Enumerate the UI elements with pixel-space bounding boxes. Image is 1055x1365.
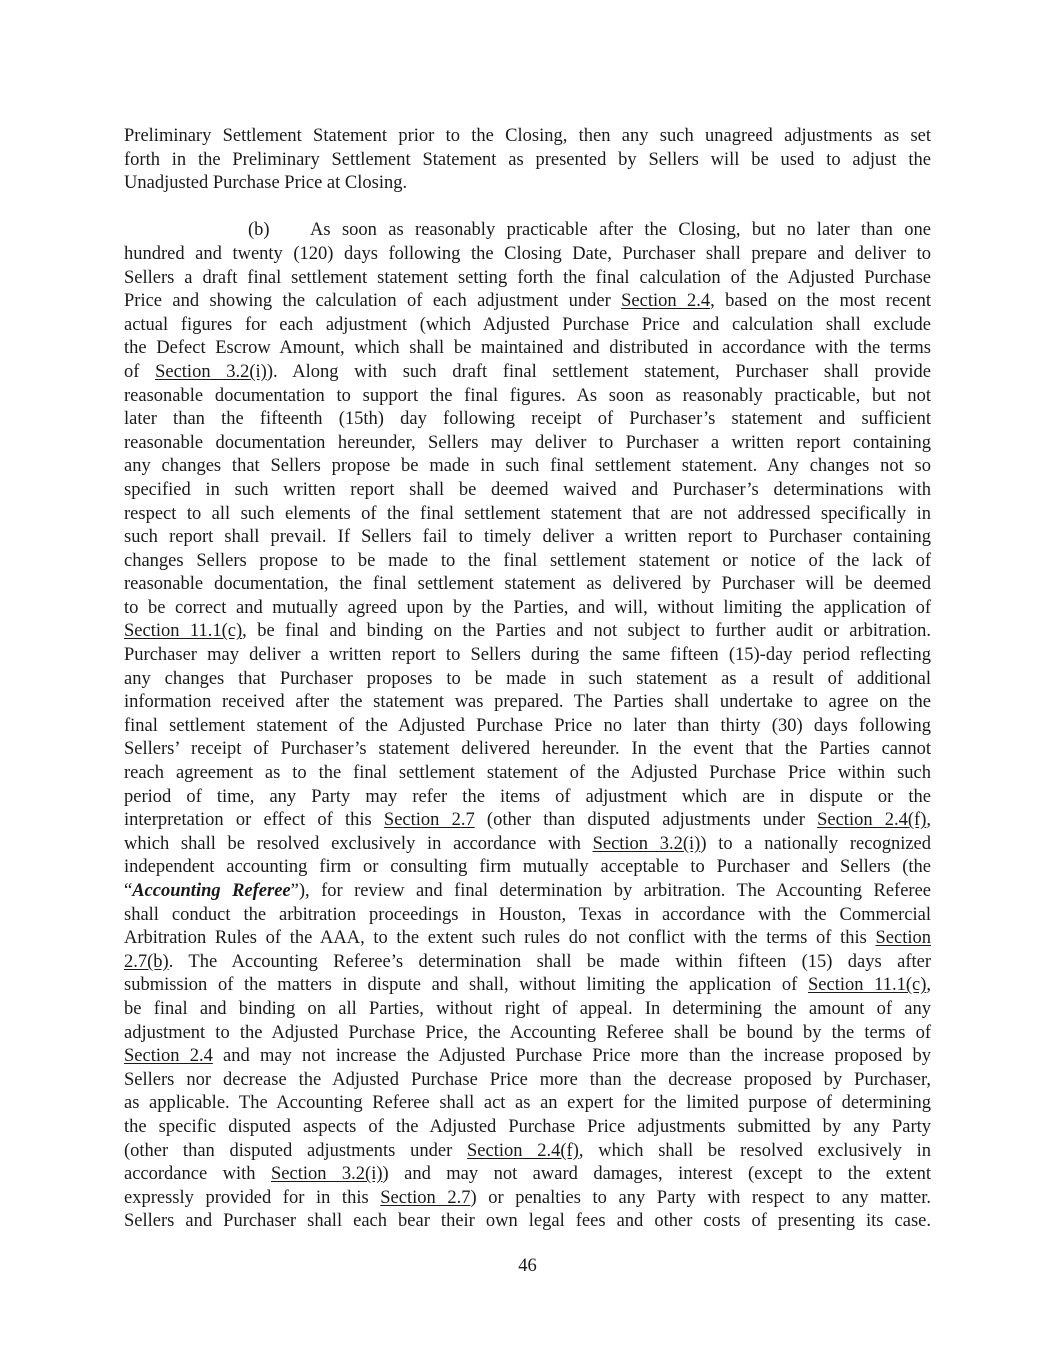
text-line: respect to all such elements of the final settlement statement that are not addressed specifically in — [124, 503, 931, 524]
text-run: , be final and binding on the Parties and not subject to further audit or arbitration. — [242, 621, 931, 642]
text-run: ) and may not award damages, interest (except to the extent — [382, 1164, 932, 1185]
text-line: as applicable. The Accounting Referee shall act as an expert for the limited purpose of determining — [124, 1093, 931, 1114]
subsection-marker: (b) — [248, 220, 270, 241]
paragraph-spacer — [124, 196, 931, 220]
paragraph-b — [124, 219, 931, 1234]
text-run: ) to a nationally recognized — [700, 833, 932, 854]
text-run: interpretation or effect of this — [124, 810, 384, 831]
text-line: reasonable documentation to support the final figures. As soon as reasonably practicable, but not — [124, 385, 931, 406]
text-run: , — [926, 975, 931, 996]
text-line: forth in the Preliminary Settlement Statement as presented by Sellers will be used to adjust the — [124, 149, 931, 170]
text-line — [124, 219, 931, 243]
text-run: ). Along with such draft final settlement statement, Purchaser shall provide — [266, 361, 932, 382]
text-line — [124, 1163, 931, 1187]
section-reference: Section 2.4 — [621, 291, 711, 312]
text-run: (other than disputed adjustments under — [124, 1140, 468, 1161]
text-line: Sellers and Purchaser shall each bear their own legal fees and other costs of presenting its case. — [124, 1211, 931, 1232]
text-line — [124, 927, 931, 951]
text-run: accordance with — [124, 1164, 271, 1185]
section-reference: Section 2.7 — [380, 1187, 471, 1208]
text-line: actual figures for each adjustment (which Adjusted Purchase Price and calculation shall exclude — [124, 314, 931, 335]
text-line: Sellers nor decrease the Adjusted Purchase Price more than the decrease proposed by Purchaser, — [124, 1069, 931, 1090]
text-run: , based on the most recent — [710, 291, 931, 312]
defined-term: Accounting Referee — [132, 881, 291, 901]
text-line: such report shall prevail. If Sellers fail to timely deliver a written report to Purchaser containing — [124, 527, 931, 548]
text-line: Sellers a draft final settlement statement setting forth the final calculation of the Adjusted Purchase — [124, 267, 931, 288]
text-line — [124, 1187, 931, 1211]
text-line: be final and binding on all Parties, without right of appeal. In determining the amount of any — [124, 998, 931, 1019]
text-run: , — [926, 810, 932, 831]
text-line: changes Sellers propose to be made to the final settlement statement or notice of the lack of — [124, 550, 931, 571]
text-line: reach agreement as to the final settlement statement of the Adjusted Purchase Price within such — [124, 763, 931, 784]
section-reference: Section 2.4 — [124, 1046, 213, 1067]
text-line: shall conduct the arbitration proceedings in Houston, Texas in accordance with the Commercial — [124, 904, 931, 925]
section-reference: Section 2.4(f) — [467, 1140, 579, 1161]
text-run: ”), for review and final determination by arbitration. The Accounting Referee — [290, 881, 931, 901]
text-line: adjustment to the Adjusted Purchase Price, the Accounting Referee shall be bound by the terms of — [124, 1022, 931, 1043]
text-run: expressly provided for in this — [124, 1187, 381, 1208]
text-line: Purchaser may deliver a written report to Sellers during the same fifteen (15)-day period reflecting — [124, 645, 931, 666]
text-line: to be correct and mutually agreed upon by the Parties, and will, without limiting the application of — [124, 597, 931, 618]
page-number: 46 — [518, 1256, 537, 1276]
text-line — [124, 809, 931, 833]
text-line: reasonable documentation hereunder, Sellers may deliver to Purchaser a written report containing — [124, 432, 931, 453]
text-line: specified in such written report shall be deemed waived and Purchaser’s determinations with — [124, 479, 931, 500]
text-run: of — [124, 361, 156, 382]
text-run: submission of the matters in dispute and shall, without limiting the application of — [124, 975, 808, 996]
text-line — [124, 1140, 931, 1164]
paragraph-a-continuation — [124, 125, 931, 196]
text-line: the specific disputed aspects of the Adjusted Purchase Price adjustments submitted by any Party — [124, 1116, 931, 1137]
text-line: Unadjusted Purchase Price at Closing. — [124, 173, 408, 194]
text-line: independent accounting firm or consulting firm mutually acceptable to Purchaser and Sellers (the — [124, 857, 931, 878]
text-run: (other than disputed adjustments under — [474, 810, 818, 831]
text-line — [124, 1045, 931, 1069]
section-reference: 2.7(b) — [124, 951, 169, 972]
text-run: “ — [124, 881, 133, 901]
text-line: any changes that Sellers propose be made in such final settlement statement. Any changes not so — [124, 456, 931, 477]
text-run: As soon as reasonably practicable after the Closing, but no later than one — [310, 220, 931, 241]
text-line — [124, 290, 931, 314]
text-line: the Defect Escrow Amount, which shall be maintained and distributed in accordance with the terms — [124, 338, 931, 359]
section-reference: Section 3.2(i) — [270, 1164, 383, 1185]
text-line: final settlement statement of the Adjusted Purchase Price no later than thirty (30) days following — [124, 715, 931, 736]
text-run: . The Accounting Referee’s determination shall be made within fifteen (15) days after — [168, 951, 931, 972]
section-reference: Section 11.1(c) — [807, 975, 927, 996]
section-reference: Section 11.1(c) — [124, 621, 243, 642]
section-reference: Section — [875, 928, 931, 949]
section-reference: Section 3.2(i) — [155, 361, 267, 382]
text-run: Price and showing the calculation of each adjustment under — [124, 291, 622, 312]
text-line: hundred and twenty (120) days following the Closing Date, Purchaser shall prepare and deliver to — [124, 243, 931, 264]
text-line — [124, 833, 931, 857]
text-line: Sellers’ receipt of Purchaser’s statement delivered hereunder. In the event that the Parties cannot — [124, 739, 931, 760]
section-reference: Section 2.7 — [383, 810, 475, 831]
text-line — [124, 880, 931, 904]
text-line: later than the fifteenth (15th) day following receipt of Purchaser’s statement and sufficient — [124, 409, 931, 430]
text-line: Preliminary Settlement Statement prior to the Closing, then any such unagreed adjustments as set — [124, 126, 931, 146]
body-text — [124, 125, 931, 1234]
text-line — [124, 951, 931, 975]
section-reference: Section 2.4(f) — [817, 810, 927, 831]
text-run: , which shall be resolved exclusively in — [578, 1140, 931, 1161]
text-run: and may not increase the Adjusted Purchase Price more than the increase proposed by — [212, 1046, 931, 1067]
section-reference: Section 3.2(i) — [592, 833, 701, 854]
text-line: any changes that Purchaser proposes to be made in such statement as a result of additional — [124, 668, 931, 689]
text-line: reasonable documentation, the final settlement statement as delivered by Purchaser will be deemed — [124, 574, 931, 595]
text-line — [124, 974, 931, 998]
text-run: which shall be resolved exclusively in accordance with — [124, 833, 593, 854]
text-line: period of time, any Party may refer the items of adjustment which are in dispute or the — [124, 786, 931, 807]
text-run: Arbitration Rules of the AAA, to the extent such rules do not conflict with the terms of this — [124, 928, 876, 949]
text-run: ) or penalties to any Party with respect to any matter. — [470, 1187, 931, 1208]
text-line — [124, 620, 931, 644]
text-line: information received after the statement was prepared. The Parties shall undertake to agree on the — [124, 692, 931, 713]
text-line — [124, 361, 931, 385]
